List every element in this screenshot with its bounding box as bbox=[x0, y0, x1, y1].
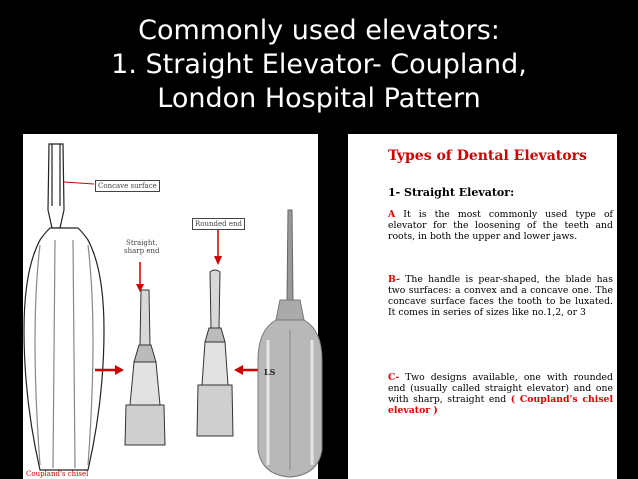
label-straight-line-2: sharp end bbox=[124, 247, 160, 255]
label-couplands-chisel: Coupland's chisel bbox=[26, 470, 89, 478]
paragraph-b bbox=[388, 274, 613, 318]
title-line-2: 1. Straight Elevator- Coupland, bbox=[111, 49, 527, 80]
paragraph-b-text: The handle is pear-shaped, the blade has two surfaces: a convex and a concave one. The concave surface faces the tooth to be luxated. It comes in series of sizes like no.1,2, or 3 bbox=[388, 274, 613, 318]
handle-mark: LS bbox=[264, 367, 276, 377]
paragraph-a bbox=[388, 209, 613, 242]
text-panel-heading: Types of Dental Elevators bbox=[388, 148, 587, 164]
label-straight-sharp bbox=[124, 239, 159, 255]
paragraph-a-text: It is the most commonly used type of elevator for the loosening of the teeth and roots, in both the upper and lower jaws. bbox=[388, 209, 613, 242]
paragraph-c bbox=[388, 372, 613, 416]
paragraph-c-prefix: C- bbox=[388, 372, 400, 383]
elevator-rounded-end bbox=[197, 270, 233, 436]
label-rounded-end: Rounded end bbox=[192, 218, 245, 230]
text-panel-subheading: 1- Straight Elevator: bbox=[388, 186, 515, 199]
elevator-straight-sharp bbox=[125, 290, 165, 445]
paragraph-c-text: Two designs available, one with rounded end (usually called straight elevator) and one with sharp, straight end bbox=[388, 372, 613, 405]
label-concave-surface: Concave surface bbox=[95, 180, 160, 192]
title-line-3: London Hospital Pattern bbox=[157, 83, 481, 114]
label-straight-line-1: Straight, bbox=[126, 239, 158, 247]
concave-pointer-line bbox=[64, 182, 94, 184]
paragraph-a-prefix: A bbox=[388, 209, 396, 220]
paragraph-c-highlight: ( Coupland's chisel elevator ) bbox=[388, 394, 613, 416]
paragraph-b-prefix: B- bbox=[388, 274, 400, 285]
title-line-1: Commonly used elevators: bbox=[138, 15, 500, 46]
elevator-drawing-large bbox=[24, 144, 104, 470]
elevator-photo bbox=[258, 210, 322, 477]
